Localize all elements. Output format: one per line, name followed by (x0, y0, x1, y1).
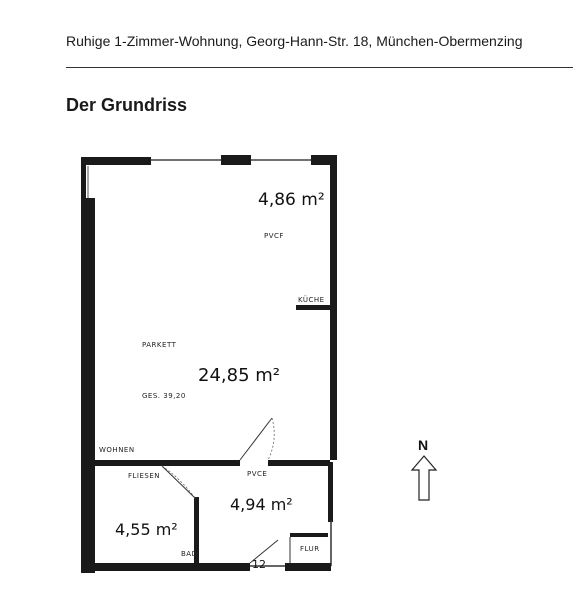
kitchen-area: 4,86 m² (258, 190, 325, 210)
kitchen-label: KÜCHE (298, 296, 325, 304)
kitchen-counter (296, 305, 330, 310)
listing-header: Ruhige 1-Zimmer-Wohnung, Georg-Hann-Str. 18, München-Obermenzing (66, 33, 523, 49)
north-arrow-icon (412, 437, 436, 500)
hall-area: 4,94 m² (230, 495, 293, 514)
living-label: WOHNEN (99, 446, 135, 454)
unit-number: 12 (252, 558, 266, 571)
interior-walls (95, 418, 330, 563)
total-area: GES. 39,20 (142, 392, 186, 400)
bath-label: BAD (181, 550, 198, 558)
section-title: Der Grundriss (66, 95, 188, 115)
bath-floor: FLIESEN (128, 472, 161, 480)
living-floor: PARKETT (142, 341, 177, 349)
hall-floor: PVCE (247, 470, 268, 478)
living-area: 24,85 m² (198, 365, 281, 386)
kitchen-floor: PVCF (264, 232, 284, 240)
bath-area: 4,55 m² (115, 520, 178, 539)
compass-label: N (418, 437, 429, 453)
exterior-walls (81, 155, 337, 573)
hall-label: FLUR (300, 545, 320, 553)
